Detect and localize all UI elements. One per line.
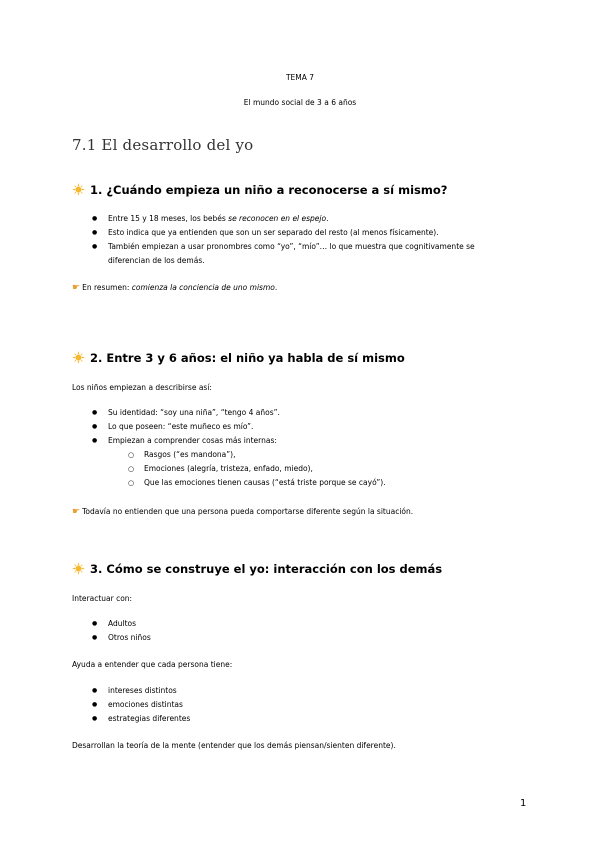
summary-italic: comienza la conciencia de uno mismo — [131, 283, 275, 292]
heading-section-2 — [72, 351, 405, 365]
list-item-text: Esto indica que ya entienden que son un ser separado del resto (al menos físicamente). — [108, 228, 439, 237]
doc-subtitle: El mundo social de 3 a 6 años — [243, 98, 357, 107]
list-item: ● Empiezan a comprender cosas más internas: — [92, 434, 280, 448]
sub-list-item: ○ Emociones (alegría, tristeza, enfado, miedo), — [128, 462, 386, 476]
section-title: 7.1 El desarrollo del yo — [72, 136, 254, 154]
bullet-list-section-3a — [92, 617, 151, 645]
list-item: ● emociones distintas — [92, 698, 190, 712]
page-number: 1 — [520, 798, 527, 809]
heading-section-1-text: 1. ¿Cuándo empieza un niño a reconocerse a sí mismo? — [90, 183, 448, 197]
list-item-text-continued: diferencian de los demás. — [108, 256, 205, 265]
section-2-note-text: Todavía no entienden que una persona pueda comportarse diferente según la situación. — [82, 507, 414, 516]
heading-section-1 — [72, 183, 447, 197]
heading-section-2-text: 2. Entre 3 y 6 años: el niño ya habla de sí mismo — [90, 351, 405, 365]
sub-list-item: ○ Rasgos (“es mandona”), — [128, 448, 386, 462]
sub-list-item: ○ Que las emociones tienen causas (“está triste porque se cayó”). — [128, 476, 386, 490]
list-item: ● Lo que poseen: “este muñeco es mío”. — [92, 420, 280, 434]
pointing-hand-icon: ☛ — [72, 507, 81, 517]
list-item: ● Adultos — [92, 617, 151, 631]
heading-section-3 — [72, 562, 442, 576]
list-item-italic: se reconocen en el espejo — [228, 214, 327, 223]
bullet-list-section-2 — [92, 406, 280, 448]
sun-icon — [72, 562, 85, 575]
section-3-conclusion: Desarrollan la teoría de la mente (entender que los demás piensan/sienten diferente). — [72, 741, 396, 750]
list-item: ● intereses distintos — [92, 684, 190, 698]
section-2-note — [72, 505, 413, 519]
bullet-list-section-3b — [92, 684, 190, 726]
list-item-text: Entre 15 y 18 meses, los bebés — [108, 214, 229, 223]
summary-label: En resumen: — [82, 283, 132, 292]
list-item — [92, 240, 475, 268]
list-item: ● Otros niños — [92, 631, 151, 645]
section-2-intro: Los niños empiezan a describirse así: — [72, 383, 212, 392]
list-item: ● estrategias diferentes — [92, 712, 190, 726]
section-3-intro: Interactuar con: — [72, 594, 133, 603]
tema-label: TEMA 7 — [285, 73, 315, 82]
list-item — [92, 226, 475, 240]
heading-section-3-text: 3. Cómo se construye el yo: interacción con los demás — [90, 562, 443, 576]
list-item-text: También empiezan a usar pronombres como “yo”, “mío”… lo que muestra que cognitivamente se — [108, 242, 475, 251]
list-item — [92, 212, 475, 226]
summary-note — [72, 281, 277, 295]
list-item: ● Su identidad: “soy una niña”, “tengo 4 años”. — [92, 406, 280, 420]
summary-end: . — [274, 283, 278, 292]
sub-bullet-list-section-2 — [128, 448, 386, 490]
bullet-list-section-1 — [92, 212, 475, 268]
sun-icon — [72, 183, 85, 196]
sun-icon — [72, 351, 85, 364]
section-3-intro-2: Ayuda a entender que cada persona tiene: — [72, 660, 233, 669]
list-item-end: . — [326, 214, 329, 223]
pointing-hand-icon: ☛ — [72, 283, 81, 293]
